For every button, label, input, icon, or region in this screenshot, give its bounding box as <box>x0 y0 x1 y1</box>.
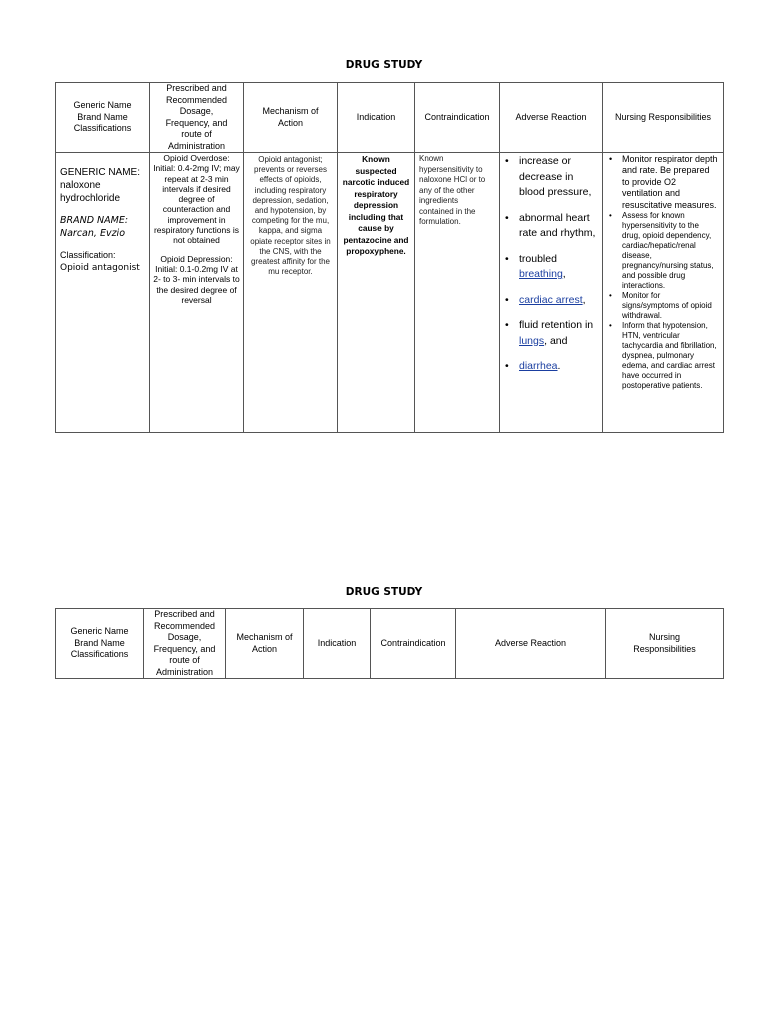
list-item <box>500 211 600 242</box>
brand-name-value: Narcan, Evzio <box>60 228 126 239</box>
header-dosage <box>144 609 226 679</box>
list-item <box>500 154 600 201</box>
header-nursing <box>606 609 724 679</box>
drug-study-table-blank <box>55 608 724 679</box>
header-mechanism <box>244 83 338 153</box>
header-mechanism-line: Mechanism of <box>262 106 319 116</box>
list-item <box>500 252 600 283</box>
header-dosage-line: Frequency, and <box>153 643 216 654</box>
nursing-list <box>603 154 719 391</box>
header-dosage-line: Recommended <box>165 94 228 105</box>
list-item <box>500 318 600 349</box>
adverse-text: fluid retention in <box>519 319 594 331</box>
header-indication: Indication <box>304 609 371 679</box>
drug-study-table <box>55 82 724 433</box>
list-item <box>500 359 600 375</box>
header-generic-line: Classifications <box>73 123 132 134</box>
header-dosage-line: Administration <box>155 666 214 677</box>
header-dosage-line: Administration <box>167 140 226 151</box>
adverse-text: troubled <box>519 252 557 265</box>
list-item <box>500 293 600 309</box>
brand-name-label: BRAND NAME: <box>60 215 129 226</box>
cell-nursing <box>603 153 724 433</box>
adverse-text: . <box>557 360 561 372</box>
generic-name-value: naloxone hydrochloride <box>60 180 121 204</box>
header-generic-line: Brand Name <box>77 111 128 122</box>
table-row <box>56 153 724 433</box>
header-dosage-line: Recommended <box>153 620 216 631</box>
header-dosage-line: route of <box>181 129 212 139</box>
dosage-overdose: Opioid Overdose: Initial: 0.4-2mg IV; may repeat at 2-3 min intervals if desired degree of counteraction and improvement in respiratory functions is not obtained <box>153 153 240 246</box>
header-mechanism-line: Mechanism of <box>236 632 293 642</box>
table-header-row <box>56 609 724 679</box>
header-nursing: Nursing Responsibilities <box>603 83 724 153</box>
adverse-text: , <box>562 268 566 280</box>
header-generic <box>56 609 144 679</box>
table-header-row <box>56 83 724 153</box>
header-generic-line: Classifications <box>70 649 129 660</box>
header-generic-line: Brand Name <box>74 637 125 648</box>
header-dosage-line: Frequency, and <box>165 117 228 128</box>
cell-adverse-reaction <box>500 153 603 433</box>
cell-contraindication <box>415 153 500 433</box>
list-item: • Monitor for signs/symptoms of opioid withdrawal. <box>603 291 719 321</box>
header-contraindication: Contraindication <box>371 609 456 679</box>
header-mechanism-line: Action <box>277 117 303 128</box>
header-generic <box>56 83 150 153</box>
list-item: • Monitor respirator depth and rate. Be prepared to provide O2 ventilation and resuscitative measures. <box>603 154 719 211</box>
breathing-link[interactable]: breathing <box>519 268 563 280</box>
adverse-text: , and <box>544 334 568 347</box>
cell-indication <box>338 153 415 433</box>
header-nursing-line: Nursing <box>648 632 680 642</box>
classification-value: Opioid antagonist <box>60 263 140 273</box>
cardiac-arrest-link[interactable]: cardiac arrest <box>519 293 583 306</box>
adverse-text: , <box>582 293 586 306</box>
header-dosage-line: Prescribed and <box>154 609 215 619</box>
header-dosage-line: Dosage, <box>179 106 214 116</box>
adverse-text: abnormal heart rate and rhythm, <box>519 211 596 239</box>
mechanism-text: Opioid antagonist; prevents or reverses effects of opioids, including respiratory depression, sedation, and hypotension, by competing for the mu, kappa, and sigma opiate receptor sites in the CNS, with the greatest affinity for the mu receptor. <box>250 155 331 277</box>
list-item: • Assess for known hypersensitivity to the drug, opioid dependency, cardiac/hepatic/renal disease, pregnancy/nursing status, and possible drug interactions. <box>603 211 719 291</box>
header-adverse-reaction: Adverse Reaction <box>456 609 606 679</box>
header-mechanism-line: Action <box>251 643 277 654</box>
lungs-link[interactable]: lungs <box>519 334 545 347</box>
header-dosage-line: Dosage, <box>167 632 202 642</box>
diarrhea-link[interactable]: diarrhea <box>519 360 558 372</box>
classification-label: Classification: <box>60 250 116 260</box>
cell-dosage <box>150 153 244 433</box>
header-adverse-reaction: Adverse Reaction <box>500 83 603 153</box>
cell-mechanism <box>244 153 338 433</box>
header-generic-line: Generic Name <box>70 626 129 637</box>
header-dosage <box>150 83 244 153</box>
list-item: • Inform that hypotension, HTN, ventricular tachycardia and fibrillation, dyspnea, pulmonary edema, and cardiac arrest have occurred in postoperative patients. <box>603 321 719 391</box>
contraindication-text: Known hypersensitivity to naloxone HCl or to any of the other ingredients contained in the formulation. <box>419 154 486 226</box>
cell-generic <box>56 153 150 433</box>
header-contraindication: Contraindication <box>415 83 500 153</box>
header-indication: Indication <box>338 83 415 153</box>
adverse-list <box>500 154 600 375</box>
header-mechanism <box>226 609 304 679</box>
dosage-depression: Opioid Depression: Initial: 0.1-0.2mg IV at 2- to 3- min intervals to the desired degree of reversal <box>153 253 240 305</box>
indication-text: Known suspected narcotic induced respiratory depression including that cause by pentazocine and propoxyphene. <box>342 154 410 256</box>
header-generic-line: Generic Name <box>73 100 132 111</box>
generic-name-label: GENERIC NAME: <box>60 167 141 178</box>
header-nursing-line: Responsibilities <box>633 643 696 654</box>
header-dosage-line: Prescribed and <box>166 83 227 93</box>
header-dosage-line: route of <box>169 655 200 665</box>
adverse-text: increase or decrease in blood pressure, <box>519 155 592 198</box>
page-title: DRUG STUDY <box>345 586 423 598</box>
page-title: DRUG STUDY <box>345 59 423 71</box>
